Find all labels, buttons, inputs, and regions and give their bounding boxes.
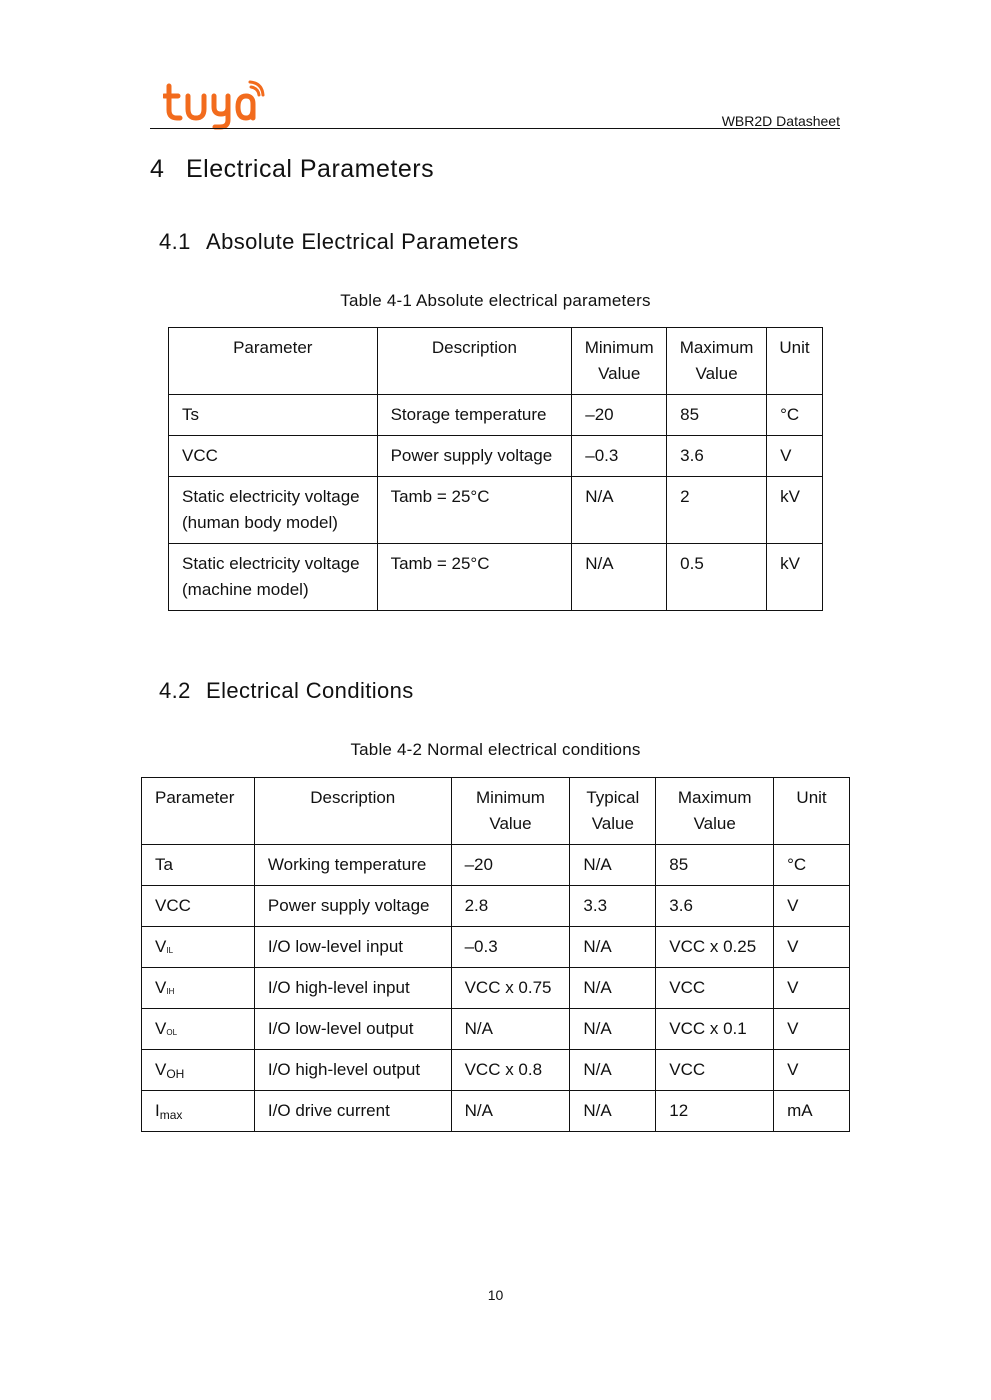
- parameter-symbol: VCC: [155, 896, 191, 915]
- section-number: 4: [150, 155, 165, 183]
- table-cell: Power supply voltage: [254, 886, 451, 927]
- parameter-symbol: V: [155, 937, 167, 956]
- header-line: Maximum: [679, 338, 754, 357]
- tuya-logo-mark: [163, 80, 265, 130]
- table-cell: [169, 477, 378, 544]
- table-cell: 0.5: [667, 544, 767, 611]
- header-cell: [570, 778, 656, 845]
- table-cell: V: [774, 968, 850, 1009]
- table-cell: 12: [656, 1091, 774, 1132]
- table-cell: VCC x 0.75: [451, 968, 570, 1009]
- table-cell: V: [774, 886, 850, 927]
- table-row: [142, 1091, 850, 1132]
- table-cell: Storage temperature: [377, 395, 572, 436]
- table-row: [169, 477, 823, 544]
- table-cell: 3.3: [570, 886, 656, 927]
- parameter-symbol: V: [155, 1019, 167, 1038]
- subsection-heading-1: [159, 229, 519, 255]
- table-row: [169, 544, 823, 611]
- tuya-logo: [163, 80, 265, 130]
- table-cell: Tamb = 25°C: [377, 477, 572, 544]
- table-cell: [169, 544, 378, 611]
- table-cell: VCC x 0.1: [656, 1009, 774, 1050]
- header-cell: Unit: [774, 778, 850, 845]
- table-cell: 2: [667, 477, 767, 544]
- table-cell: [142, 927, 255, 968]
- table-row: [142, 1050, 850, 1091]
- parameter-subscript: IH: [166, 987, 175, 996]
- header-line: Typical: [586, 788, 640, 807]
- header-line: Value: [489, 814, 532, 833]
- table-cell: N/A: [570, 1009, 656, 1050]
- cell-line: Static electricity voltage: [182, 554, 360, 573]
- header-line: Minimum: [476, 788, 545, 807]
- table-cell: I/O low-level input: [254, 927, 451, 968]
- table-cell: V: [774, 1050, 850, 1091]
- subsection-heading-2: [159, 678, 414, 704]
- table-cell: kV: [767, 544, 823, 611]
- parameter-subscript: OL: [166, 1028, 178, 1037]
- table-cell: V: [774, 1009, 850, 1050]
- table-cell: N/A: [451, 1091, 570, 1132]
- subsection-title: Absolute Electrical Parameters: [206, 229, 519, 254]
- parameter-symbol: I: [155, 1101, 160, 1120]
- header-cell: Unit: [767, 328, 823, 395]
- table-cell: kV: [767, 477, 823, 544]
- table-row: [142, 886, 850, 927]
- table-cell: I/O high-level output: [254, 1050, 451, 1091]
- table-cell: [142, 1050, 255, 1091]
- table-cell: N/A: [572, 477, 667, 544]
- document-title: WBR2D Datasheet: [721, 113, 840, 129]
- subsection-title: Electrical Conditions: [206, 678, 414, 703]
- table-row: [169, 436, 823, 477]
- header-cell: Description: [377, 328, 572, 395]
- header-line: Value: [693, 814, 736, 833]
- table-body: [142, 845, 850, 1132]
- page-number: 10: [487, 1287, 504, 1303]
- table-cell: Tamb = 25°C: [377, 544, 572, 611]
- table-caption-2: Table 4-2 Normal electrical conditions: [350, 740, 641, 759]
- table-cell: –0.3: [451, 927, 570, 968]
- table-cell: 85: [656, 845, 774, 886]
- table-cell: 85: [667, 395, 767, 436]
- table-cell: N/A: [451, 1009, 570, 1050]
- table-caption-1: Table 4-1 Absolute electrical parameters: [340, 291, 651, 310]
- table-cell: Working temperature: [254, 845, 451, 886]
- parameter-symbol: Ta: [155, 855, 173, 874]
- table-cell: [142, 968, 255, 1009]
- table-cell: VCC x 0.8: [451, 1050, 570, 1091]
- table-cell: [142, 1009, 255, 1050]
- table-cell: –20: [451, 845, 570, 886]
- header-line: Value: [598, 364, 641, 383]
- cell-line: (human body model): [182, 513, 338, 532]
- header-cell: Parameter: [142, 778, 255, 845]
- electrical-conditions-table: [141, 777, 850, 1132]
- header-line: Value: [695, 364, 738, 383]
- table-cell: 3.6: [656, 886, 774, 927]
- table-row: [142, 845, 850, 886]
- parameter-symbol: V: [155, 978, 167, 997]
- table-cell: VCC: [169, 436, 378, 477]
- table-cell: °C: [767, 395, 823, 436]
- table-cell: °C: [774, 845, 850, 886]
- table-cell: N/A: [570, 845, 656, 886]
- table-header-row: [169, 328, 823, 395]
- header-cell: [572, 328, 667, 395]
- parameter-symbol: V: [155, 1060, 167, 1079]
- header-cell: Description: [254, 778, 451, 845]
- table-cell: 2.8: [451, 886, 570, 927]
- parameter-subscript: OH: [166, 1067, 185, 1081]
- table-cell: V: [774, 927, 850, 968]
- subsection-number: 4.1: [159, 229, 191, 254]
- parameter-subscript: max: [159, 1108, 183, 1122]
- header-line: Value: [591, 814, 634, 833]
- table-row: [142, 968, 850, 1009]
- table-cell: N/A: [570, 1050, 656, 1091]
- table-cell: N/A: [570, 1091, 656, 1132]
- table-cell: [142, 1091, 255, 1132]
- header-line: Minimum: [584, 338, 654, 357]
- table-header-row: [142, 778, 850, 845]
- cell-line: (machine model): [182, 580, 309, 599]
- table-cell: 3.6: [667, 436, 767, 477]
- table-cell: Power supply voltage: [377, 436, 572, 477]
- table-cell: N/A: [570, 927, 656, 968]
- section-heading: [150, 155, 434, 184]
- table-row: [142, 1009, 850, 1050]
- table-row: [169, 395, 823, 436]
- parameter-subscript: IL: [166, 946, 174, 955]
- cell-line: Static electricity voltage: [182, 487, 360, 506]
- subsection-number: 4.2: [159, 678, 191, 703]
- table-cell: VCC x 0.25: [656, 927, 774, 968]
- header-cell: Parameter: [169, 328, 378, 395]
- table-cell: I/O drive current: [254, 1091, 451, 1132]
- header-cell: [667, 328, 767, 395]
- absolute-parameters-table: [168, 327, 823, 611]
- table-cell: –0.3: [572, 436, 667, 477]
- section-title: Electrical Parameters: [186, 155, 435, 183]
- table-cell: N/A: [570, 968, 656, 1009]
- table-cell: Ts: [169, 395, 378, 436]
- table-cell: –20: [572, 395, 667, 436]
- table-cell: V: [767, 436, 823, 477]
- table-cell: [142, 886, 255, 927]
- table-cell: N/A: [572, 544, 667, 611]
- table-cell: VCC: [656, 968, 774, 1009]
- table-cell: I/O high-level input: [254, 968, 451, 1009]
- header-cell: [451, 778, 570, 845]
- table-cell: I/O low-level output: [254, 1009, 451, 1050]
- table-cell: VCC: [656, 1050, 774, 1091]
- table-cell: [142, 845, 255, 886]
- header-line: Maximum: [677, 788, 752, 807]
- table-row: [142, 927, 850, 968]
- header-cell: [656, 778, 774, 845]
- header-divider: [150, 128, 840, 129]
- table-cell: mA: [774, 1091, 850, 1132]
